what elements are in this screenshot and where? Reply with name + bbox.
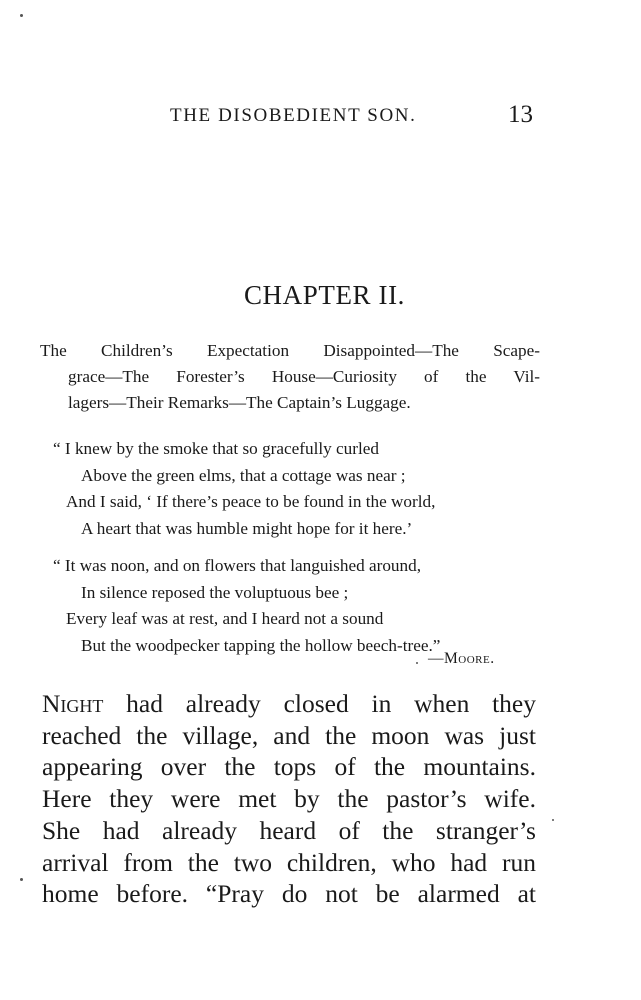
synopsis-line: grace—The Forester’s House—Curiosity of the Vil- (68, 367, 540, 386)
print-speck (416, 662, 418, 664)
verse-line: Every leaf was at rest, and I heard not a sound (66, 609, 384, 628)
verse-line: But the woodpecker tapping the hollow beech-tree.” (81, 635, 441, 655)
body-line: Here they were met by the pastor’s wife. (42, 784, 536, 814)
epigraph-stanza (0, 553, 641, 659)
verse-line: And I said, ‘ If there’s peace to be found in the world, (66, 492, 436, 511)
body-line: appearing over the tops of the mountains. (42, 752, 536, 782)
body-line: arrival from the two children, who had run (42, 847, 536, 877)
verse-line: In silence reposed the voluptuous bee ; (81, 582, 349, 602)
verse-line: A heart that was humble might hope for it here.’ (81, 518, 413, 538)
drop-word: Night (42, 689, 104, 718)
print-speck (20, 878, 23, 881)
chapter-title: CHAPTER II. (243, 280, 406, 310)
body-line: She had already heard of the stranger’s (42, 815, 536, 845)
body-line (42, 688, 536, 720)
running-title: THE DISOBEDIENT SON. (170, 105, 417, 126)
print-speck (20, 14, 23, 17)
print-speck (552, 819, 554, 821)
body-paragraph (42, 688, 536, 910)
body-line-text: had already closed in when they (103, 689, 536, 718)
verse-line: “ It was noon, and on flowers that languished around, (53, 556, 422, 575)
body-line: reached the village, and the moon was just (42, 720, 536, 750)
verse-line: “ I knew by the smoke that so gracefully curled (53, 439, 379, 458)
chapter-synopsis (40, 338, 540, 416)
synopsis-line: The Children’s Expectation Disappointed—The Scape- (40, 341, 540, 360)
verse-line: Above the green elms, that a cottage was near ; (81, 465, 406, 485)
running-head (0, 103, 641, 133)
body-line: home before. “Pray do not be alarmed at (42, 879, 536, 909)
page-number: 13 (508, 101, 533, 128)
epigraph-stanza (0, 436, 641, 542)
synopsis-line: lagers—Their Remarks—The Captain’s Luggage. (68, 393, 411, 412)
epigraph-attribution: —Moore. (428, 650, 495, 667)
